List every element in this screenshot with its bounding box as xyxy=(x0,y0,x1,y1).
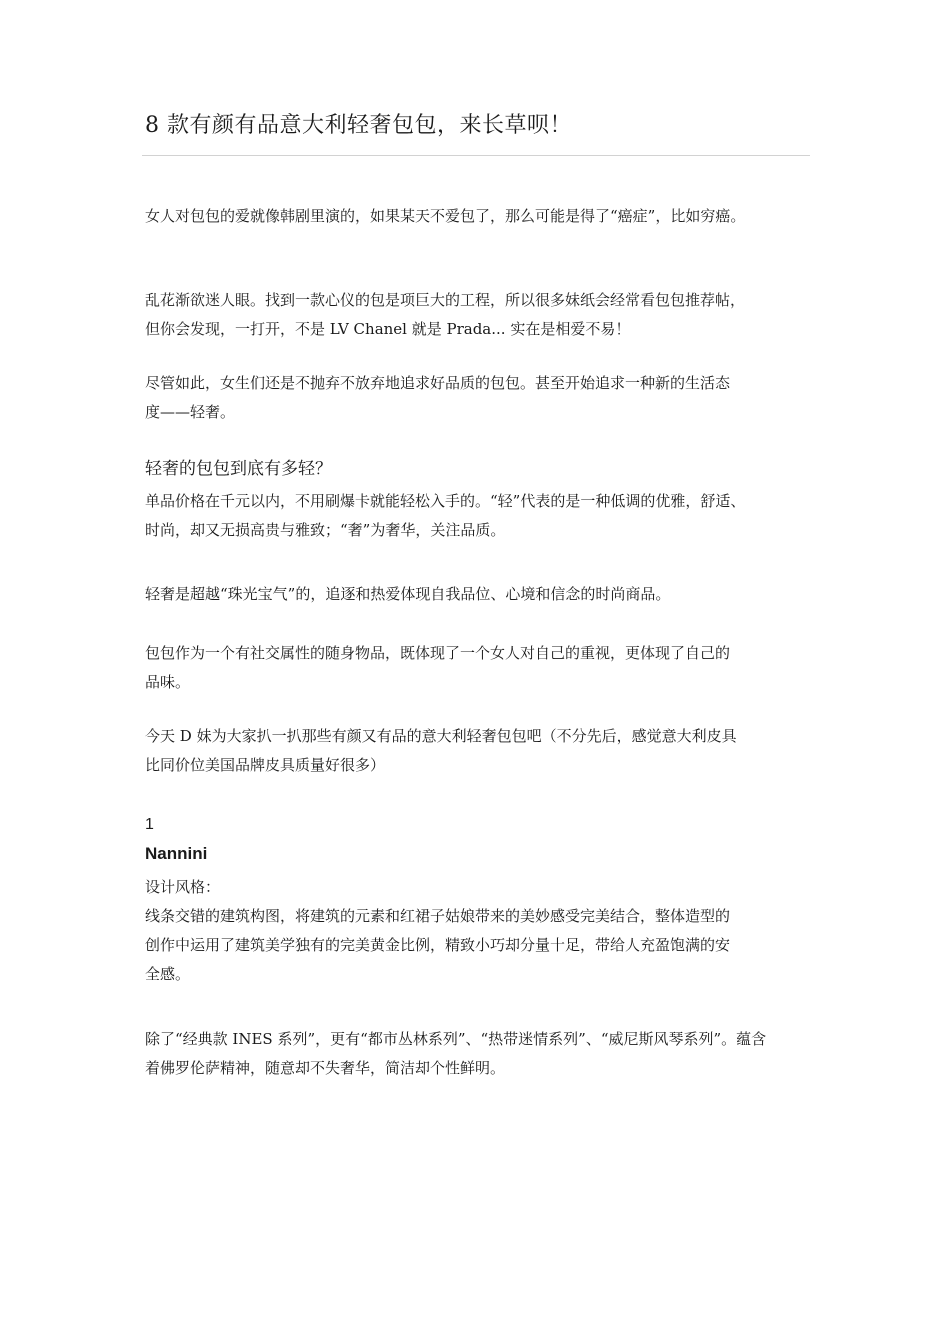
paragraph-1 xyxy=(145,286,815,344)
paragraph-6-line: 今天 D 妹为大家扒一扒那些有颜又有品的意大利轻奢包包吧（不分先后，感觉意大利皮具 xyxy=(145,727,737,745)
brand-series-line: 除了“经典款 INES 系列”，更有“都市丛林系列”、“热带迷情系列”、“威尼斯风琴系列”。蕴含 xyxy=(145,1030,767,1048)
paragraph-3-line: 单品价格在千元以内，不用刷爆卡就能轻松入手的。“轻”代表的是一种低调的优雅，舒适、 xyxy=(145,492,746,510)
brand-description-line: 线条交错的建筑构图，将建筑的元素和红裙子姑娘带来的美妙感受完美结合，整体造型的 xyxy=(145,907,731,925)
paragraph-3-line: 时尚，却又无损高贵与雅致；“奢”为奢华，关注品质。 xyxy=(145,521,506,539)
style-label: 设计风格： xyxy=(145,878,221,896)
brand-series xyxy=(145,1025,815,1083)
paragraph-4: 轻奢是超越“珠光宝气”的，追逐和热爱体现自我品位、心境和信念的时尚商品。 xyxy=(145,585,671,603)
paragraph-5-line: 包包作为一个有社交属性的随身物品，既体现了一个女人对自己的重视，更体现了自己的 xyxy=(145,644,731,662)
paragraph-2-line: 尽管如此，女生们还是不抛弃不放弃地追求好品质的包包。甚至开始追求一种新的生活态 xyxy=(145,374,731,392)
paragraph-2-line: 度——轻奢。 xyxy=(145,403,236,421)
paragraph-6 xyxy=(145,722,815,780)
paragraph-6-line: 比同价位美国品牌皮具质量好很多） xyxy=(145,756,386,774)
brand-description xyxy=(145,902,815,989)
intro-paragraph: 女人对包包的爱就像韩剧里演的，如果某天不爱包了，那么可能是得了“癌症”，比如穷癌。 xyxy=(145,207,746,225)
paragraph-5 xyxy=(145,639,815,697)
paragraph-1-line: 乱花渐欲迷人眼。找到一款心仪的包是项巨大的工程，所以很多妹纸会经常看包包推荐帖， xyxy=(145,291,746,309)
brand-description-line: 全感。 xyxy=(145,965,191,983)
paragraph-5-line: 品味。 xyxy=(145,673,191,691)
article-title: 8 款有颜有品意大利轻奢包包，来长草呗！ xyxy=(145,113,572,138)
paragraph-2 xyxy=(145,369,815,427)
paragraph-3 xyxy=(145,487,815,545)
paragraph-1-line: 但你会发现，一打开，不是 LV Chanel 就是 Prada... 实在是相爱不易！ xyxy=(145,320,631,338)
title-divider xyxy=(142,155,810,156)
brand-series-line: 着佛罗伦萨精神，随意却不失奢华，简洁却个性鲜明。 xyxy=(145,1059,506,1077)
item-number: 1 xyxy=(145,816,154,833)
brand-name: Nannini xyxy=(145,844,208,863)
section-heading: 轻奢的包包到底有多轻？ xyxy=(145,459,332,479)
brand-description-line: 创作中运用了建筑美学独有的完美黄金比例，精致小巧却分量十足，带给人充盈饱满的安 xyxy=(145,936,731,954)
